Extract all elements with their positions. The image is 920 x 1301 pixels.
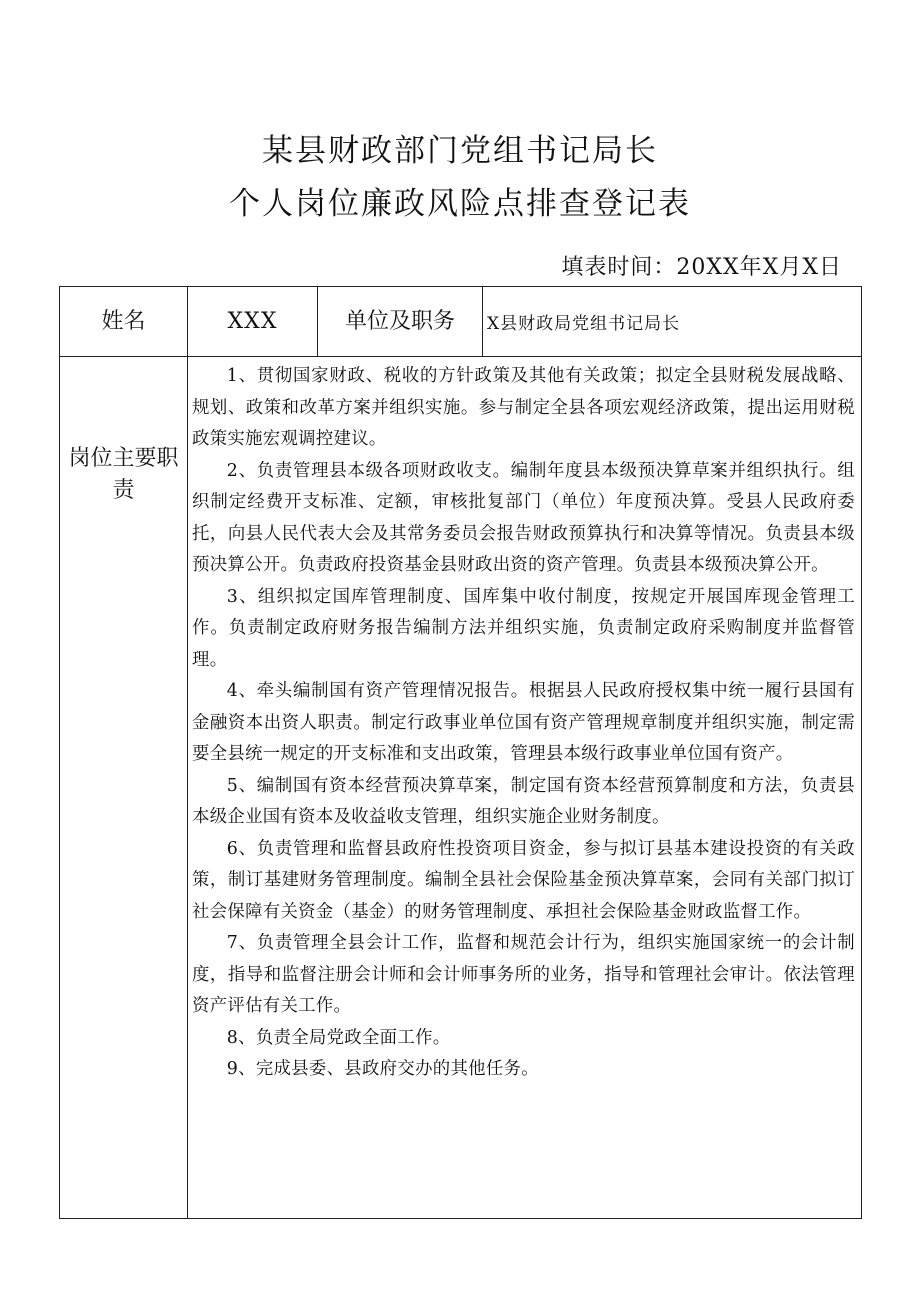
header-row: [60, 287, 862, 357]
name-label: 姓名: [60, 287, 188, 357]
duty-label: 岗位主要职责: [60, 357, 188, 1219]
duty-item: 3、组织拟定国库管理制度、国库集中收付制度，按规定开展国库现金管理工作。负责制定政府财务报告编制方法并组织实施，负责制定政府采购制度并监督管理。: [192, 586, 855, 670]
duty-content: [188, 357, 862, 1219]
duty-item: 7、负责管理全县会计工作，监督和规范会计行为，组织实施国家统一的会计制度，指导和监督注册会计师和会计师事务所的业务，指导和管理社会审计。依法管理资产评估有关工作。: [192, 933, 855, 1016]
duty-item: 4、牵头编制国有资产管理情况报告。根据县人民政府授权集中统一履行县国有金融资本出资人职责。制定行政事业单位国有资产管理规章制度并组织实施，制定需要全县统一规定的开支标准和支出政策，管理县本级行政事业单位国有资产。: [192, 681, 855, 764]
duty-item: 8、负责全局党政全面工作。: [226, 1027, 451, 1048]
unit-value: X县财政局党组书记局长: [483, 287, 862, 357]
document-title-line2: 个人岗位廉政风险点排查登记表: [229, 186, 691, 222]
name-value: XXX: [188, 287, 318, 357]
duty-item: 9、完成县委、县政府交办的其他任务。: [226, 1059, 539, 1079]
duty-item: 5、编制国有资本经营预决算草案，制定国有资本经营预算制度和方法，负责县本级企业国有资本及收益收支管理，组织实施企业财务制度。: [192, 775, 855, 827]
document-title-line1: 某县财政部门党组书记局长: [262, 133, 658, 169]
unit-label: 单位及职务: [318, 287, 483, 357]
duty-item: 6、负责管理和监督县政府性投资项目资金，参与拟订县基本建设投资的有关政策，制订基建财务管理制度。编制全县社会保险基金预决算草案，会同有关部门拟订社会保障有关资金（基金）的财务管理制度、承担社会保险基金财政监督工作。: [192, 838, 855, 922]
fill-date: 填表时间：20XX年X月X日: [561, 255, 842, 280]
duty-item: 1、贯彻国家财政、税收的方针政策及其他有关政策；拟定全县财税发展战略、规划、政策和改革方案并组织实施。参与制定全县各项宏观经济政策，提出运用财税政策实施宏观调控建议。: [192, 366, 855, 449]
duty-row: [60, 357, 862, 1219]
registration-table: [59, 286, 862, 1219]
duty-item: 2、负责管理县本级各项财政收支。编制年度县本级预决算草案并组织执行。组织制定经费开支标准、定额，审核批复部门（单位）年度预决算。受县人民政府委托，向县人民代表大会及其常务委员会报告财政预算执行和决算等情况。负责县本级预决算公开。负责政府投资基金县财政出资的资产管理。负责县本级预决算公开。: [192, 460, 855, 575]
